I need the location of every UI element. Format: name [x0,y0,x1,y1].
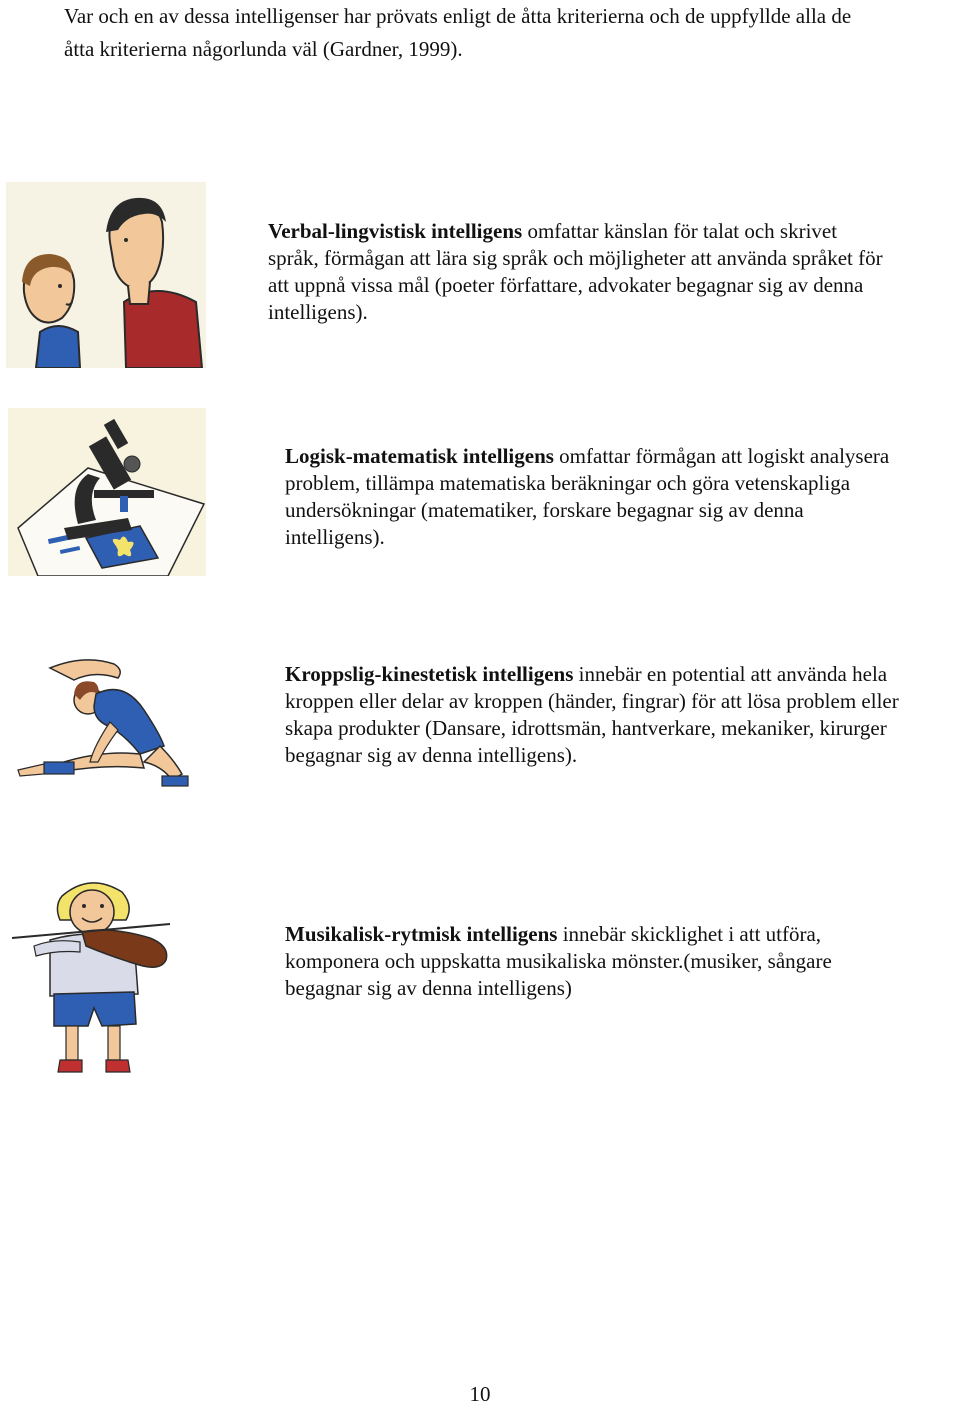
section-line: omfattar känslan för talat och skrivet [522,219,838,243]
intro-line-2: åtta kriterierna någorlunda väl (Gardner, 1999). [64,37,463,61]
section-musikalisk-rytmisk [285,921,957,1002]
section-line: problem, tillämpa matematiska beräkningar och göra vetenskapliga [285,471,851,495]
section-line: skapa produkter (Dansare, idrottsmän, hantverkare, mekaniker, kirurger [285,716,887,740]
section-logisk-matematisk [285,443,957,551]
section-line: innebär skicklighet i att utföra, [557,922,822,946]
term-musikalisk-rytmisk: Musikalisk-rytmisk intelligens [285,922,558,946]
page-number: 10 [469,1382,491,1406]
section-line: begagnar sig av denna intelligens) [285,976,572,1000]
section-verbal-lingvistisk [268,218,958,326]
section-line: innebär en potential att använda hela [573,662,888,686]
section-line: komponera och uppskatta musikaliska mönster.(musiker, sångare [285,949,832,973]
section-line: kroppen eller delar av kroppen (händer, fingrar) för att lösa problem eller [285,689,899,713]
term-logisk-matematisk: Logisk-matematisk intelligens [285,444,554,468]
microscope-illustration [8,408,206,576]
section-line: begagnar sig av denna intelligens). [285,743,578,767]
section-line: intelligens). [285,525,385,549]
term-kroppslig-kinestetisk: Kroppslig-kinestetisk intelligens [285,662,574,686]
section-line: intelligens). [268,300,368,324]
girl-playing-violin-illustration [10,876,174,1078]
section-kroppslig-kinestetisk [285,661,960,769]
intro-line-1: Var och en av dessa intelligenser har prövats enligt de åtta kriterierna och de uppfyllde alla de [64,4,852,28]
two-people-talking-illustration [6,182,206,368]
section-line: att uppnå vissa mål (poeter författare, advokater begagnar sig av denna [268,273,864,297]
term-verbal-lingvistisk: Verbal-lingvistisk intelligens [268,219,523,243]
stretching-dancer-illustration [14,650,192,790]
section-line: omfattar förmågan att logiskt analysera [553,444,890,468]
intro-paragraph [64,0,944,66]
section-line: språk, förmågan att lära sig språk och möjligheter att använda språket för [268,246,883,270]
section-line: undersökningar (matematiker, forskare begagnar sig av denna [285,498,804,522]
